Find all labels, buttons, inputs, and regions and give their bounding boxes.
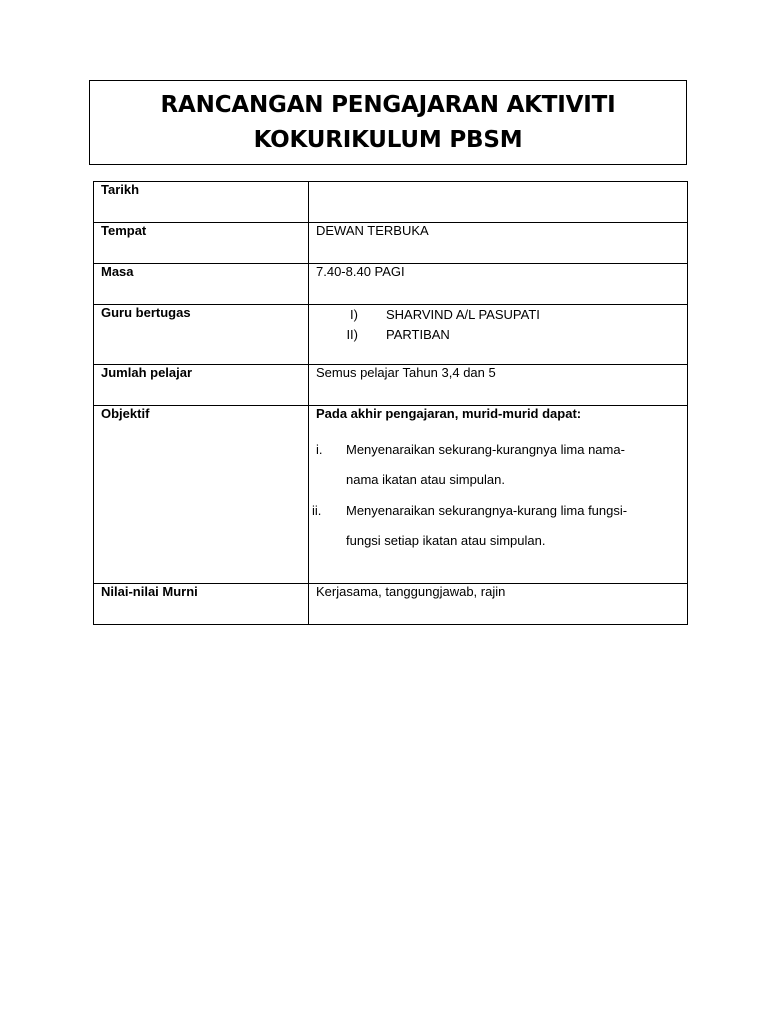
value-objektif bbox=[309, 406, 688, 584]
objective-continuation: nama ikatan atau simpulan. bbox=[346, 472, 505, 487]
teacher-name: PARTIBAN bbox=[386, 327, 450, 342]
objective-item bbox=[316, 443, 680, 457]
label-nilai: Nilai-nilai Murni bbox=[94, 584, 309, 625]
objective-number: ii. bbox=[312, 503, 322, 518]
label-guru: Guru bertugas bbox=[94, 305, 309, 365]
document-title-line-2: KOKURIKULUM PBSM bbox=[253, 126, 523, 153]
table-row-objektif bbox=[94, 406, 688, 584]
objective-text: Menyenaraikan sekurangnya-kurang lima fungsi- bbox=[346, 503, 628, 518]
teacher-name: SHARVIND A/L PASUPATI bbox=[386, 307, 540, 322]
table-row-guru bbox=[94, 305, 688, 365]
value-tarikh bbox=[309, 182, 688, 223]
value-masa: 7.40-8.40 PAGI bbox=[309, 264, 688, 305]
value-nilai: Kerjasama, tanggungjawab, rajin bbox=[309, 584, 688, 625]
teacher-number: I) bbox=[350, 307, 358, 322]
label-tarikh: Tarikh bbox=[94, 182, 309, 223]
value-tempat: DEWAN TERBUKA bbox=[309, 223, 688, 264]
objective-heading: Pada akhir pengajaran, murid-murid dapat: bbox=[316, 406, 582, 421]
table-row-tarikh bbox=[94, 182, 688, 223]
teacher-number: II) bbox=[346, 327, 358, 342]
teacher-item bbox=[316, 325, 680, 345]
table-row-jumlah bbox=[94, 365, 688, 406]
label-jumlah: Jumlah pelajar bbox=[94, 365, 309, 406]
teacher-item bbox=[316, 305, 680, 325]
label-tempat: Tempat bbox=[94, 223, 309, 264]
table-row-masa bbox=[94, 264, 688, 305]
value-guru bbox=[309, 305, 688, 365]
lesson-plan-table bbox=[93, 181, 688, 625]
objective-continuation: fungsi setiap ikatan atau simpulan. bbox=[346, 533, 546, 548]
objective-text: Menyenaraikan sekurang-kurangnya lima nama- bbox=[346, 442, 625, 457]
objective-item bbox=[312, 503, 680, 518]
value-jumlah: Semus pelajar Tahun 3,4 dan 5 bbox=[309, 365, 688, 406]
objective-number: i. bbox=[316, 442, 323, 457]
label-masa: Masa bbox=[94, 264, 309, 305]
table-row-nilai bbox=[94, 584, 688, 625]
document-title-line-1: RANCANGAN PENGAJARAN AKTIVITI bbox=[160, 91, 616, 118]
document-title-box bbox=[89, 80, 687, 165]
table-row-tempat bbox=[94, 223, 688, 264]
label-objektif: Objektif bbox=[94, 406, 309, 584]
